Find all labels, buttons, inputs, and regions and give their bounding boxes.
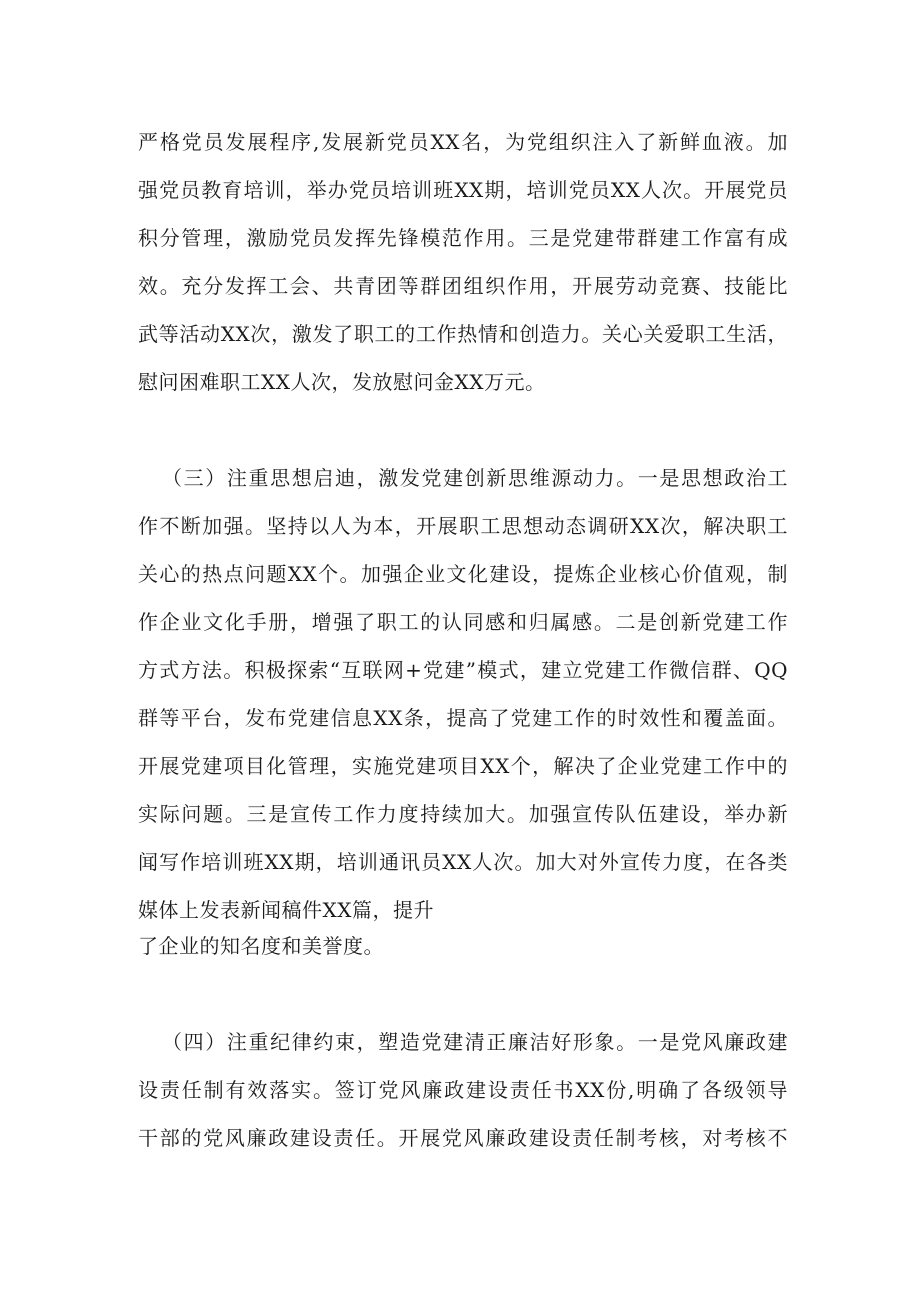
text-line: 作不断加强。坚持以人为本，开展职工思想动态调研XX次，解决职工 bbox=[138, 514, 788, 538]
text-line: （三）注重思想启迪，激发党建创新思维源动力。一是思想政治工 bbox=[162, 466, 788, 490]
text-line: 严格党员发展程序,发展新党员XX名，为党组织注入了新鲜血液。加 bbox=[138, 130, 788, 154]
text-line: 关心的热点问题XX个。加强企业文化建设，提炼企业核心价值观，制 bbox=[138, 562, 788, 586]
text-line: 方式方法。积极探索“互联网+党建”模式，建立党建工作微信群、QQ bbox=[138, 658, 788, 682]
text-line: 慰问困难职工XX人次，发放慰问金XX万元。 bbox=[138, 370, 546, 394]
text-line: （四）注重纪律约束，塑造党建清正廉洁好形象。一是党风廉政建 bbox=[162, 1030, 788, 1054]
text-line: 设责任制有效落实。签订党风廉政建设责任书XX份,明确了各级领导 bbox=[138, 1078, 788, 1102]
text-line: 闻写作培训班XX期，培训通讯员XX人次。加大对外宣传力度，在各类 bbox=[138, 850, 788, 874]
text-line: 群等平台，发布党建信息XX条，提高了党建工作的时效性和覆盖面。 bbox=[138, 706, 788, 730]
text-line: 了企业的知名度和美誉度。 bbox=[138, 934, 384, 958]
text-line: 作企业文化手册，增强了职工的认同感和归属感。二是创新党建工作 bbox=[138, 610, 788, 634]
text-line: 媒体上发表新闻稿件XX篇，提升 bbox=[138, 898, 434, 922]
text-line: 实际问题。三是宣传工作力度持续加大。加强宣传队伍建设，举办新 bbox=[138, 802, 788, 826]
text-line: 武等活动XX次，激发了职工的工作热情和创造力。关心关爱职工生活， bbox=[138, 322, 788, 346]
text-line: 干部的党风廉政建设责任。开展党风廉政建设责任制考核，对考核不 bbox=[138, 1126, 788, 1150]
text-line: 积分管理，激励党员发挥先锋模范作用。三是党建带群建工作富有成 bbox=[138, 226, 788, 250]
text-line: 效。充分发挥工会、共青团等群团组织作用，开展劳动竞赛、技能比 bbox=[138, 274, 788, 298]
text-line: 开展党建项目化管理，实施党建项目XX个，解决了企业党建工作中的 bbox=[138, 754, 788, 778]
text-line: 强党员教育培训，举办党员培训班XX期，培训党员XX人次。开展党员 bbox=[138, 178, 788, 202]
